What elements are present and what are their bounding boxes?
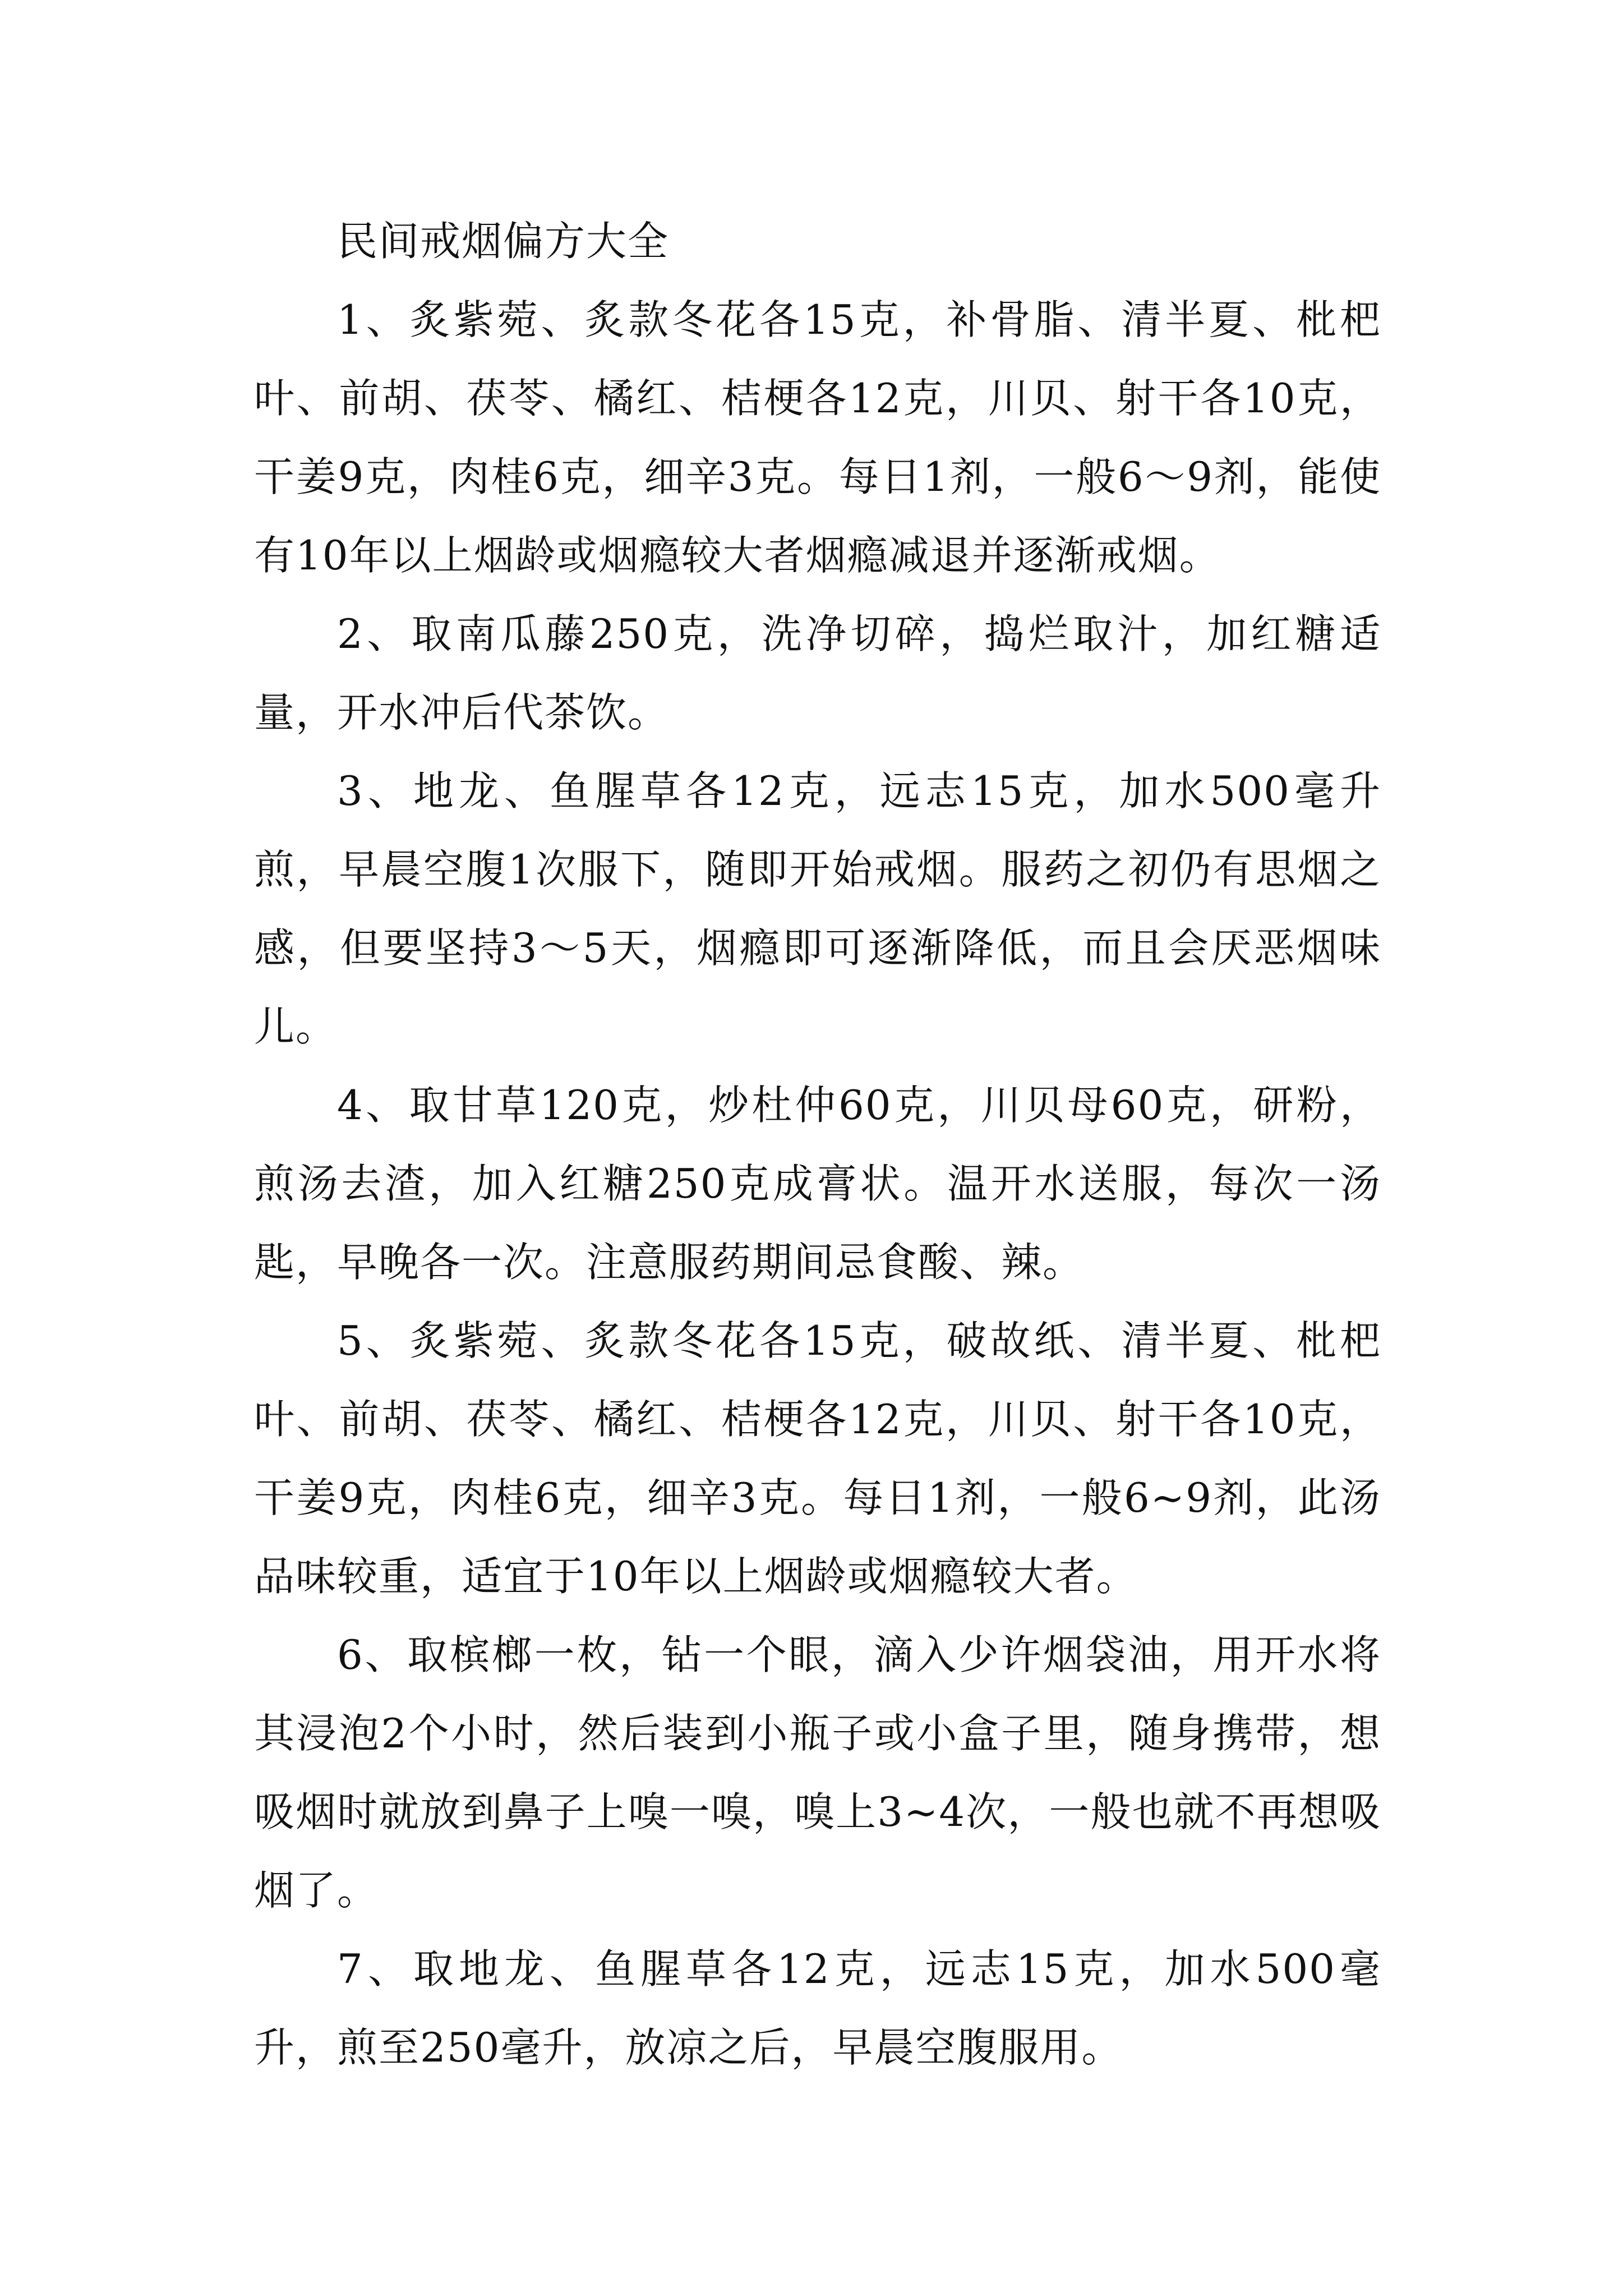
document-page (254, 202, 1381, 2087)
document-title: 民间戒烟偏方大全 (337, 218, 670, 265)
paragraph-5: 5、炙紫菀、炙款冬花各15克，破故纸、清半夏、枇杷叶、前胡、茯苓、橘红、桔梗各12克，川贝、射干各10克，干姜9克，肉桂6克，细辛3克。每日1剂，一般6~9剂，此汤品味较重，适宜于10年以上烟龄或烟瘾较大者。 (254, 1317, 1381, 1600)
paragraph-3: 3、地龙、鱼腥草各12克，远志15克，加水500毫升煎，早晨空腹1次服下，随即开始戒烟。服药之初仍有思烟之感，但要坚持3～5天，烟瘾即可逐渐降低，而且会厌恶烟味儿。 (254, 767, 1381, 1050)
paragraph-7: 7、取地龙、鱼腥草各12克，远志15克，加水500毫升，煎至250毫升，放凉之后，早晨空腹服用。 (254, 1945, 1381, 2071)
paragraph-4: 4、取甘草120克，炒杜仲60克，川贝母60克，研粉，煎汤去渣，加入红糖250克成膏状。温开水送服，每次一汤匙，早晚各一次。注意服药期间忌食酸、辣。 (254, 1082, 1381, 1286)
paragraph-1: 1、炙紫菀、炙款冬花各15克，补骨脂、清半夏、枇杷叶、前胡、茯苓、橘红、桔梗各12克，川贝、射干各10克，干姜9克，肉桂6克，细辛3克。每日1剂，一般6～9剂，能使有10年以上烟龄或烟瘾较大者烟瘾减退并逐渐戒烟。 (254, 296, 1381, 579)
paragraph-2: 2、取南瓜藤250克，洗净切碎，捣烂取汁，加红糖适量，开水冲后代茶饮。 (254, 610, 1381, 736)
paragraph-6: 6、取槟榔一枚，钻一个眼，滴入少许烟袋油，用开水将其浸泡2个小时，然后装到小瓶子或小盒子里，随身携带，想吸烟时就放到鼻子上嗅一嗅，嗅上3~4次，一般也就不再想吸烟了。 (254, 1631, 1381, 1914)
